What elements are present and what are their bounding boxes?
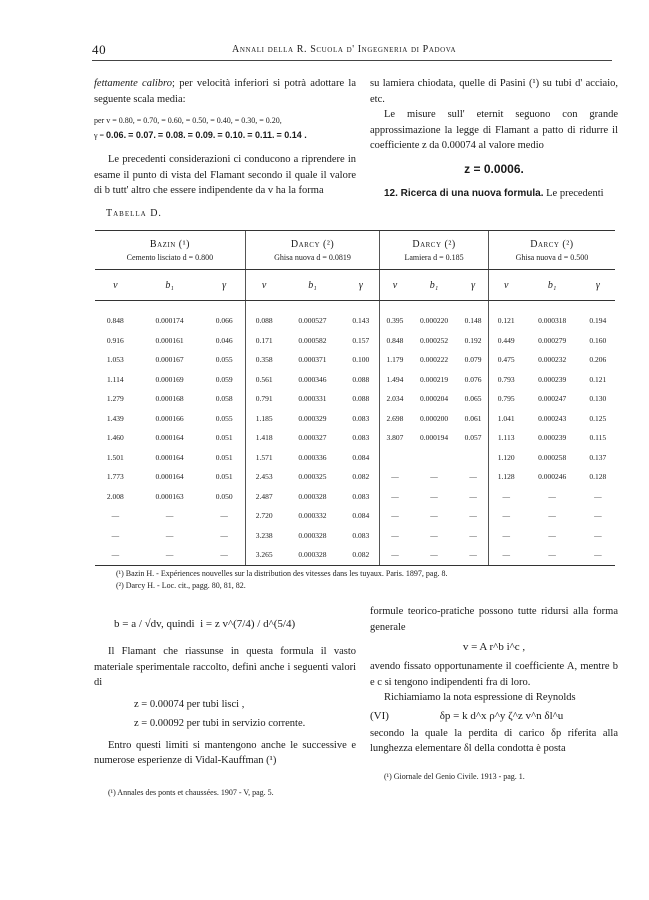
table-cell: — <box>220 530 228 540</box>
table-cell: 0.000332 <box>298 511 327 521</box>
table-row <box>95 448 615 468</box>
table-row <box>95 545 615 565</box>
table-row <box>95 370 615 390</box>
table-cell: — <box>469 472 477 482</box>
table-cell: — <box>380 487 410 507</box>
right-column-top <box>370 76 618 201</box>
table-cell: — <box>488 526 523 546</box>
table-cell: 0.000222 <box>419 355 449 365</box>
table-cell: 0.000247 <box>538 394 567 404</box>
table-footnote-1: (¹) Bazin H. - Expériences nouvelles sur la distribution des vitesses dans les tuyaux. Paris. 1897, pag. 8. <box>116 569 448 578</box>
table-cell: 1.041 <box>488 409 523 429</box>
table-cell: 0.130 <box>589 394 607 404</box>
left-column-top <box>94 76 356 199</box>
running-title: Annali della R. Scuola d' Ingegneria di Padova <box>232 44 457 55</box>
table-cell: 0.050 <box>215 491 233 501</box>
table-cell: 0.000318 <box>538 316 567 326</box>
table-cell: 0.128 <box>589 472 607 482</box>
table-cell: — <box>430 530 438 540</box>
left-footnote: (¹) Annales des ponts et chaussées. 1907 - V, pag. 5. <box>108 787 274 797</box>
table-cell: 0.088 <box>352 394 370 404</box>
left-paragraph-2: Le precedenti considerazioni ci conducono a riprendere in esame il punto di vista del Flamant secondo il quale il valore di b tutt' altro che essere indipendente da v ha la forma <box>94 154 356 196</box>
table-cell: — <box>430 511 438 521</box>
table-cell: 0.171 <box>245 331 282 351</box>
table-cell: 0.000239 <box>538 433 567 443</box>
table-row <box>95 331 615 351</box>
column-header: b₁ <box>524 270 581 301</box>
table-cell: 0.088 <box>245 301 282 331</box>
table-cell: 0.000328 <box>298 530 327 540</box>
column-header: γ <box>581 270 615 301</box>
table-cell: 0.449 <box>488 331 523 351</box>
table-cell: 0.000243 <box>538 413 567 423</box>
table-cell: — <box>548 491 556 501</box>
table-cell: 0.848 <box>380 331 410 351</box>
table-cell: 0.079 <box>464 355 482 365</box>
table-cell: — <box>380 467 410 487</box>
column-header: b₁ <box>282 270 342 301</box>
table-cell: 0.475 <box>488 350 523 370</box>
table-cell: 0.082 <box>343 545 380 565</box>
table-cell: 2.720 <box>245 506 282 526</box>
table-cell: — <box>581 545 615 565</box>
table-cell: 0.000164 <box>155 472 184 482</box>
table-cell: 0.046 <box>215 335 233 345</box>
table-cell: 0.076 <box>464 374 482 384</box>
table-cell: 0.848 <box>106 316 124 326</box>
right-paragraph-6: secondo la quale la perdita di carico δp riferita alla lunghezza elementare δl della condotta è posta <box>370 727 618 754</box>
table-cell: 0.057 <box>464 433 482 443</box>
table-cell: 0.000163 <box>155 491 184 501</box>
table-cell: 0.000219 <box>419 374 449 384</box>
column-header: b₁ <box>136 270 204 301</box>
general-formula: v = A r^b i^c , <box>462 641 526 653</box>
table-cell: 1.571 <box>245 448 282 468</box>
table-cell: 1.439 <box>106 413 124 423</box>
table-cell: 3.238 <box>245 526 282 546</box>
page-number: 40 <box>92 42 107 57</box>
table-cell <box>380 448 410 468</box>
table-cell: 0.194 <box>589 316 607 326</box>
table-cell: — <box>594 511 602 521</box>
table-cell: — <box>469 511 477 521</box>
table-cell: 0.058 <box>215 394 233 404</box>
group-header-4: Darcy (²) Ghisa nuova d = 0.500 <box>488 231 615 270</box>
table-cell: 0.000200 <box>419 413 449 423</box>
table-cell: 1.120 <box>488 448 523 468</box>
table-cell: 1.114 <box>107 374 124 384</box>
column-header: γ <box>458 270 488 301</box>
table-cell: 0.795 <box>488 389 523 409</box>
table-cell: 0.084 <box>352 452 370 462</box>
table-cell: 0.000279 <box>538 335 567 345</box>
table-row <box>95 389 615 409</box>
column-header: v <box>380 270 410 301</box>
table-column-header <box>95 270 615 301</box>
table-cell: — <box>136 545 204 565</box>
scale-gamma-row: γ = 0.06. = 0.07. = 0.08. = 0.09. = 0.10. = 0.11. = 0.14 . <box>94 130 307 140</box>
table-cell: 0.000169 <box>155 374 184 384</box>
column-header: γ <box>203 270 245 301</box>
table-cell: 0.561 <box>245 370 282 390</box>
table-cell: — <box>220 511 228 521</box>
table-cell: 1.418 <box>245 428 282 448</box>
table-cell: 0.055 <box>215 413 233 423</box>
table-cell: 0.000164 <box>155 433 184 443</box>
table-cell: 0.000232 <box>538 355 567 365</box>
table-cell: — <box>430 472 438 482</box>
group-header-3: Darcy (²) Lamiera d = 0.185 <box>380 231 489 270</box>
column-header: b₁ <box>410 270 459 301</box>
table-cell: 0.358 <box>245 350 282 370</box>
left-column-bottom <box>94 610 356 799</box>
table-cell: 0.000164 <box>155 452 184 462</box>
table-cell: 2.698 <box>380 409 410 429</box>
table-cell: 0.115 <box>589 433 607 443</box>
group-header-1: Bazin (¹) Cemento lisciato d = 0.800 <box>95 231 245 270</box>
table-cell: 0.000174 <box>155 316 184 326</box>
table-cell: 1.185 <box>245 409 282 429</box>
table-cell: 2.034 <box>380 389 410 409</box>
table-cell: 1.113 <box>488 428 523 448</box>
table-cell: 0.000161 <box>155 335 184 345</box>
table-cell: — <box>165 530 174 540</box>
table-cell: 0.000167 <box>155 355 184 365</box>
table-group-header <box>95 231 615 270</box>
header-rule <box>92 60 612 61</box>
table-cell: 0.000220 <box>419 316 449 326</box>
table-cell: 1.501 <box>106 452 124 462</box>
right-paragraph-3: formule teorico-pratiche possono tutte ridursi alla forma generale <box>370 606 618 633</box>
right-paragraph-1: su lamiera chiodata, quelle di Pasini (¹) su tubi d' acciaio, etc. <box>370 78 618 105</box>
table-cell: — <box>203 545 245 565</box>
table-cell: 0.000328 <box>298 491 327 501</box>
table-cell: 0.192 <box>464 335 482 345</box>
table-cell: — <box>594 491 602 501</box>
table-cell: 2.008 <box>106 491 124 501</box>
table-cell: 1.128 <box>488 467 523 487</box>
table-cell: 0.793 <box>488 370 523 390</box>
left-paragraph-1: fettamente calibro; per velocità inferiori si potrà adottare la seguente scala media: <box>94 78 356 105</box>
table-row <box>95 467 615 487</box>
table-cell: — <box>410 545 459 565</box>
right-paragraph-4: avendo fissato opportunamente il coefficiente A, mentre b e c si tengono indipendenti fra di loro. <box>370 661 618 688</box>
data-table <box>95 230 615 566</box>
table-cell: 0.000252 <box>419 335 449 345</box>
table-cell: — <box>488 545 523 565</box>
table-cell: — <box>548 530 556 540</box>
table-cell: 0.088 <box>352 374 370 384</box>
table-cell: 0.082 <box>352 472 370 482</box>
table-cell: — <box>524 545 581 565</box>
table-row <box>95 301 615 331</box>
table-cell: 1.279 <box>106 394 124 404</box>
table-cell: 0.051 <box>215 452 233 462</box>
z-value-2: z = 0.00092 per tubi in servizio corrente. <box>134 718 306 729</box>
table-cell: 0.051 <box>215 472 233 482</box>
table-cell: 0.084 <box>352 511 370 521</box>
table-cell: — <box>111 511 120 521</box>
table-cell: 0.000166 <box>155 413 184 423</box>
z-value-1: z = 0.00074 per tubi lisci , <box>134 698 245 710</box>
table-cell: 0.055 <box>215 355 233 365</box>
right-paragraph-2: Le misure sull' eternit seguono con grande approssimazione la legge di Flamant a patto di ridurre il coefficiente z da 0.00074 al valore medio <box>370 109 618 151</box>
right-column-bottom <box>370 604 618 783</box>
table-cell: — <box>548 511 556 521</box>
table-row <box>95 428 615 448</box>
table-cell: 3.807 <box>380 428 410 448</box>
table-cell: 0.000346 <box>298 374 327 384</box>
table-cell: 0.000331 <box>298 394 327 404</box>
table-cell: 1.494 <box>380 370 410 390</box>
table-cell: 0.121 <box>488 301 523 331</box>
table-row <box>95 506 615 526</box>
column-header: γ <box>343 270 380 301</box>
table-cell: 0.083 <box>352 413 370 423</box>
table-cell: 1.773 <box>106 472 124 482</box>
right-paragraph-5: Richiamiamo la nota espressione di Reynolds <box>384 692 576 703</box>
table-cell: 0.000328 <box>282 545 342 565</box>
table-cell: 0.000258 <box>538 452 567 462</box>
table-cell: 1.179 <box>380 350 410 370</box>
table-cell: 0.000527 <box>298 316 327 326</box>
table-cell: 0.083 <box>352 433 370 443</box>
table-cell: 1.053 <box>106 355 124 365</box>
table-cell: 3.265 <box>245 545 282 565</box>
table-body <box>95 301 615 566</box>
table-cell: 0.000325 <box>298 472 327 482</box>
left-paragraph-4: Entro questi limiti si mantengono anche le successive e numerose esperienze di Vidal-Kauffman (¹) <box>94 739 356 766</box>
table-cell <box>410 448 459 468</box>
table-cell: 0.051 <box>215 433 233 443</box>
table-cell: 0.059 <box>215 374 233 384</box>
table-cell: 0.395 <box>380 301 410 331</box>
table-cell: 0.916 <box>106 335 124 345</box>
table-row <box>95 409 615 429</box>
table-cell: 0.000582 <box>298 335 327 345</box>
table-row <box>95 526 615 546</box>
table-cell: 0.137 <box>589 452 607 462</box>
table-cell: 0.160 <box>589 335 607 345</box>
left-paragraph-3: Il Flamant che riassunse in questa formula il vasto materiale sperimentale raccolto, definì anche i seguenti valori di <box>94 646 356 688</box>
table-cell: — <box>458 545 488 565</box>
column-header: v <box>95 270 136 301</box>
table-cell: 0.143 <box>352 316 370 326</box>
table-row <box>95 487 615 507</box>
table-cell: 0.000194 <box>419 433 449 443</box>
table-cell: 0.125 <box>589 413 607 423</box>
table-cell: — <box>488 487 523 507</box>
table-cell: — <box>165 511 174 521</box>
table-cell: 0.157 <box>352 335 370 345</box>
table-footnotes <box>116 568 616 592</box>
flamant-formula: b = a / √dv, quindi i = z v^(7/4) / d^(5/4) <box>114 618 296 630</box>
table-cell: — <box>469 491 477 501</box>
table-cell: — <box>430 491 438 501</box>
table-cell: — <box>380 506 410 526</box>
table-cell: 2.487 <box>245 487 282 507</box>
table-cell: 0.121 <box>589 374 607 384</box>
table-cell: 0.000329 <box>298 413 327 423</box>
group-header-2: Darcy (²) Ghisa nuova d = 0.0819 <box>245 231 379 270</box>
running-header <box>92 42 612 60</box>
table-cell: 0.065 <box>464 394 482 404</box>
right-footnote: (¹) Giornale del Genio Civile. 1913 - pag. 1. <box>384 771 525 781</box>
table-cell: 0.000239 <box>538 374 567 384</box>
table-cell: 0.000246 <box>538 472 567 482</box>
column-header: v <box>245 270 282 301</box>
table-cell: — <box>488 506 523 526</box>
table-cell: 2.453 <box>245 467 282 487</box>
z-value: z = 0.0006. <box>464 161 524 176</box>
table-cell: 0.000336 <box>298 452 327 462</box>
table-cell: 0.083 <box>352 491 370 501</box>
table-cell: 0.000371 <box>298 355 327 365</box>
table-cell: 0.000204 <box>419 394 449 404</box>
table-cell: 0.100 <box>352 355 370 365</box>
table-cell: — <box>469 530 477 540</box>
scale-v-row: per v = 0.80, = 0.70, = 0.60, = 0.50, = 0.40, = 0.30, = 0.20, <box>94 116 282 125</box>
table-footnote-2: (²) Darcy H. - Loc. cit., pagg. 80, 81, 82. <box>116 581 246 590</box>
table-cell: 0.066 <box>215 316 233 326</box>
table-cell: — <box>380 526 410 546</box>
table-cell: 0.061 <box>464 413 482 423</box>
table-cell: 0.148 <box>464 316 482 326</box>
reynolds-equation: (VI) δp = k d^x ρ^y ζ^z v^n δl^u <box>370 709 564 722</box>
table-cell: — <box>380 545 410 565</box>
table-cell: 0.791 <box>245 389 282 409</box>
table-cell: 0.206 <box>589 355 607 365</box>
table-cell: 1.460 <box>106 433 124 443</box>
table-label: Tabella D. <box>106 208 162 219</box>
table-row <box>95 350 615 370</box>
column-header: v <box>488 270 523 301</box>
table-cell: 0.000168 <box>155 394 184 404</box>
table-cell: — <box>594 530 602 540</box>
table-cell <box>458 448 488 468</box>
table-cell: — <box>95 545 136 565</box>
table-cell: 0.083 <box>352 530 370 540</box>
section-heading: 12. Ricerca di una nuova formula. Le precedenti <box>384 187 604 199</box>
table-cell: 0.000327 <box>298 433 327 443</box>
table-cell: — <box>111 530 120 540</box>
